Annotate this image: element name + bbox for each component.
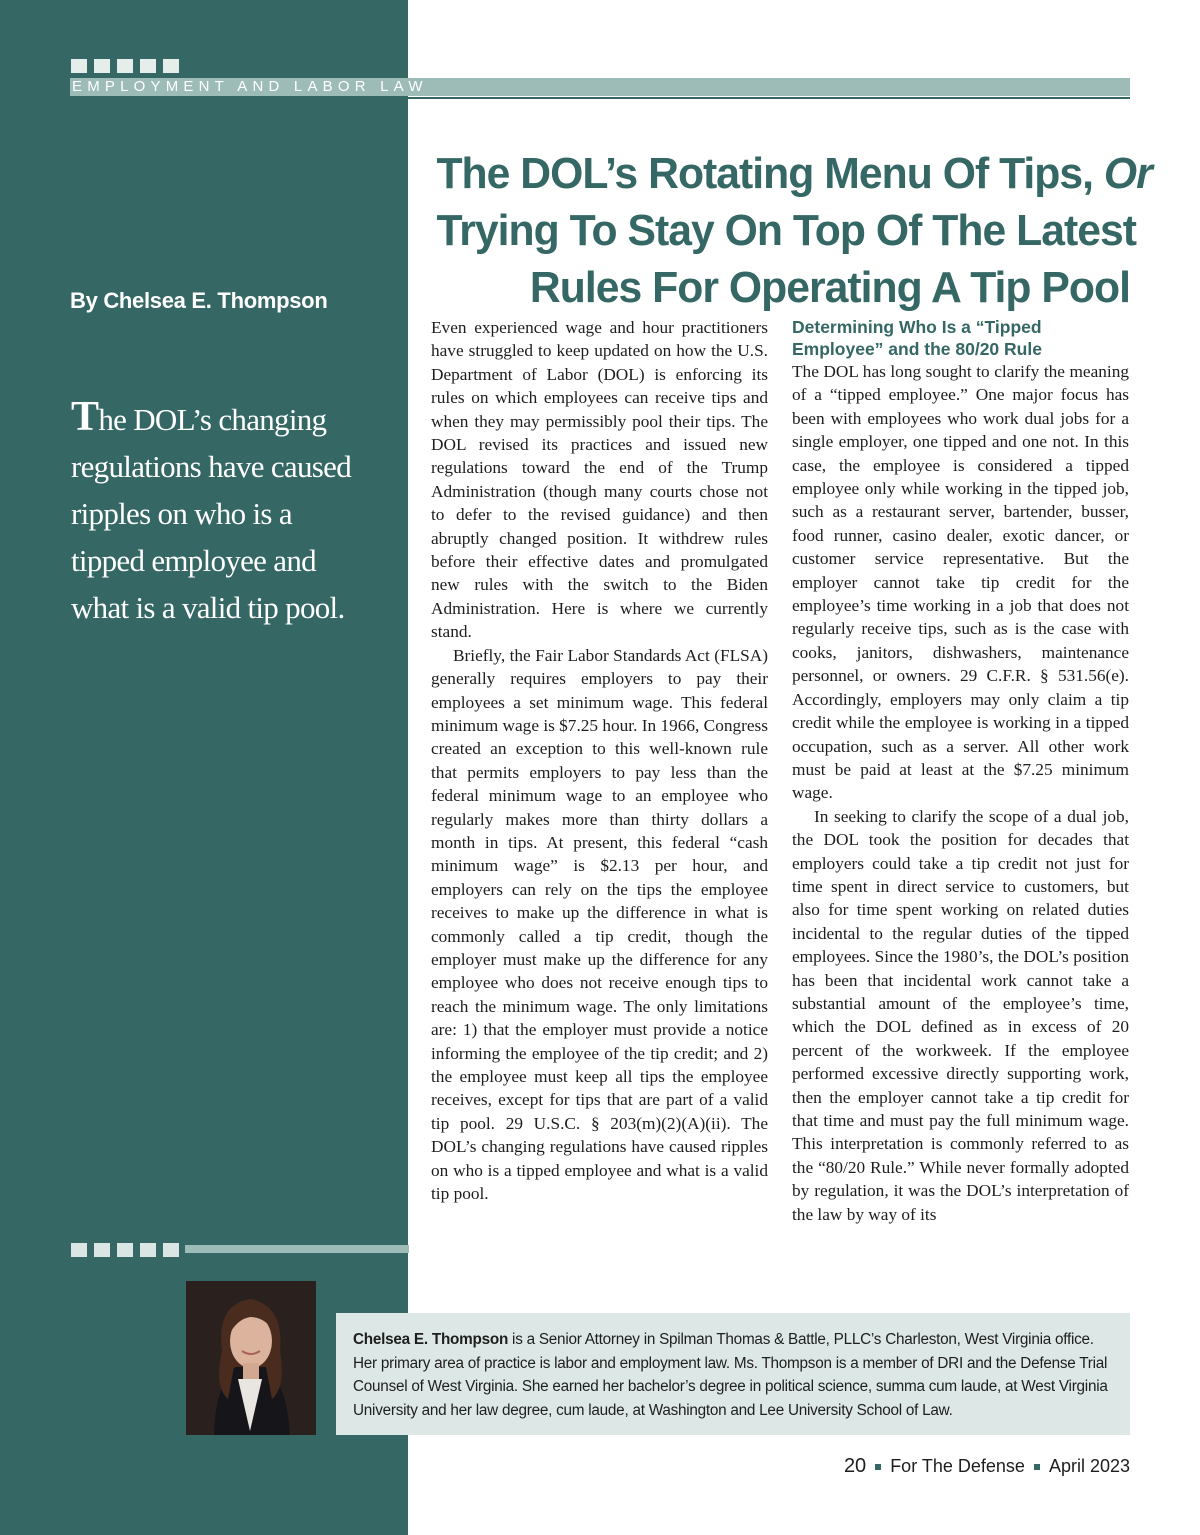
section-heading: Determining Who Is a “Tipped Employee” and the 80/20 Rule — [792, 317, 1042, 359]
title-line-1: The DOL’s Rotating Menu Of Tips, Or — [436, 149, 1152, 199]
article-column-1 — [431, 316, 768, 1205]
page-footer — [844, 1455, 1130, 1478]
author-portrait-icon — [186, 1281, 316, 1435]
footer-separator — [875, 1464, 881, 1470]
pull-quote: The DOL’s changing regulations have caused ripples on who is a tipped employee and what is a valid tip pool. — [71, 394, 352, 625]
article-column-2 — [792, 316, 1129, 1226]
footer-separator — [1034, 1464, 1040, 1470]
author-photo — [186, 1281, 316, 1435]
decorative-squares-top — [71, 59, 179, 73]
section-label: EMPLOYMENT AND LABOR LAW — [72, 78, 428, 95]
title-line-3: Rules For Operating A Tip Pool — [529, 263, 1130, 313]
paragraph: Briefly, the Fair Labor Standards Act (FLSA) generally requires employers to pay their employees a set minimum wage. This federal minimum wage is $7.25 hour. In 1966, Congress created an exception to this well-known rule that permits employers to pay less than the federal minimum wage to an employee who regularly makes more than thirty dollars a month in tips. At present, this federal “cash minimum wage” is $2.13 per hour, and employers can rely on the tips the employee receives to make up the difference in what is commonly called a tip credit, though the employer must make up the difference for any employee who does not receive enough tips to reach the minimum wage. The only limitations are: 1) that the employer must provide a notice informing the employee of the tip credit; and 2) the employee must keep all tips the employee receives, except for tips that are part of a valid tip pool. 29 U.S.C. § 203(m)(2)(A)(ii). The DOL’s changing regulations have caused ripples on who is a tipped employee and what is a valid tip pool. — [431, 645, 768, 1204]
bio-author-name: Chelsea E. Thompson — [353, 1331, 509, 1348]
title-line-2: Trying To Stay On Top Of The Latest — [436, 206, 1137, 256]
author-bio: Chelsea E. Thompson is a Senior Attorney in Spilman Thomas & Battle, PLLC’s Charleston, West Virginia office. Her primary area of practice is labor and employment law. Ms. Thompson is a member of DRI and the Defense Trial Counsel of West Virginia. She earned her bachelor’s degree in political science, summa cum laude, at West Virginia University and her law degree, cum laude, at Washington and Lee University School of Law. — [353, 1331, 1108, 1419]
drop-cap: T — [71, 394, 99, 440]
publication-name: For The Defense — [890, 1456, 1025, 1476]
paragraph: The DOL has long sought to clarify the meaning of a “tipped employee.” One major focus has been with employees who work dual jobs for a single employer, one tipped and one not. In this case, the employee is considered a tipped employee only while working in the tipped job, such as a restaurant server, bartender, busser, food runner, casino dealer, exotic dancer, or customer service representative. But the employer cannot take tip credit for the employee’s time working in a job that does not regularly receive tips, such as is the case with cooks, janitors, dishwashers, maintenance personnel, or owners. 29 C.F.R. § 531.56(e). Accordingly, employers may only claim a tip credit while the employee is working in a tipped occupation, such as a server. All other work must be paid at least at the $7.25 minimum wage. — [792, 362, 1129, 803]
issue-date: April 2023 — [1048, 1456, 1130, 1476]
decorative-squares-bottom — [71, 1243, 179, 1257]
author-byline: By Chelsea E. Thompson — [70, 288, 328, 313]
decorative-bar-bottom — [185, 1245, 409, 1253]
section-header-rule — [70, 97, 1130, 99]
page-number: 20 — [843, 1455, 867, 1477]
article-title — [436, 145, 1152, 316]
paragraph: Even experienced wage and hour practitioners have struggled to keep updated on how the U.S. Department of Labor (DOL) is enforcing its rules on which employees can receive tips and when they may permissibly pool their tips. The DOL revised its practices and issued new regulations toward the end of the Trump Administration (though many courts chose not to defer to the revised guidance) and then abruptly changed position. It withdrew rules before their effective dates and promulgated new rules with the switch to the Biden Administration. Here is where we currently stand. — [431, 318, 768, 642]
paragraph: In seeking to clarify the scope of a dual job, the DOL took the position for decades that employers could take a tip credit not just for time spent in direct service to customers, but also for time spent working on related duties incidental to the regular duties of the tipped employees. Since the 1980’s, the DOL’s position has been that incidental work cannot take a substantial amount of the employee’s time, which the DOL defined as in excess of 20 percent of the workweek. If the employee performed excessive directly supporting work, then the employer cannot take a tip credit for that time and must pay the full minimum wage. This interpretation is commonly referred to as the “80/20 Rule.” While never formally adopted by regulation, it was the DOL’s interpretation of the law by way of its — [792, 806, 1129, 1224]
